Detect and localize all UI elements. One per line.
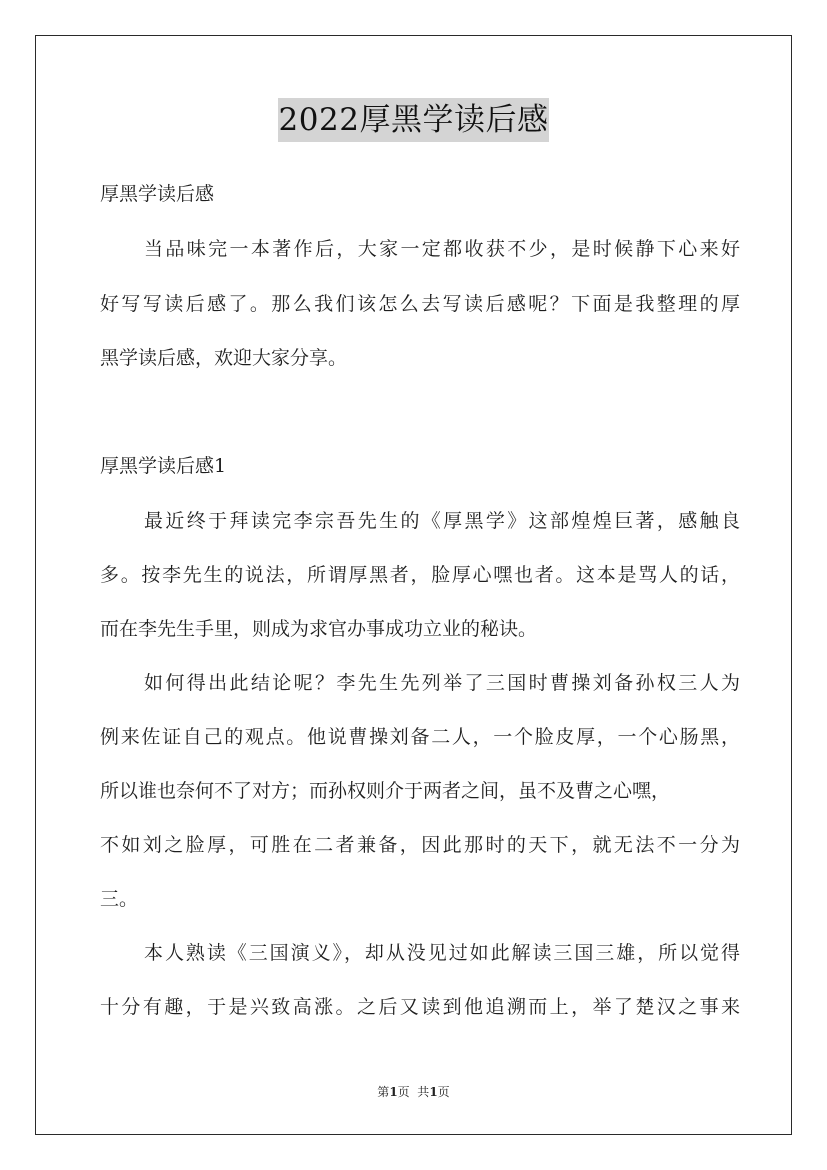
title-container <box>0 98 827 142</box>
footer-current-page: 1 <box>389 1085 398 1099</box>
subtitle: 厚黑学读后感 <box>100 183 215 205</box>
paragraph-line: 例来佐证自己的观点。他说曹操刘备二人，一个脸皮厚，一个心肠黑， <box>100 726 740 748</box>
page-footer <box>0 1083 827 1101</box>
paragraph-line: 三。 <box>100 888 139 910</box>
document-title: 2022厚黑学读后感 <box>278 98 550 142</box>
intro-line: 当品味完一本著作后，大家一定都收获不少，是时候静下心来好 <box>144 238 740 260</box>
intro-line: 黑学读后感，欢迎大家分享。 <box>100 347 348 369</box>
paragraph-line: 本人熟读《三国演义》，却从没见过如此解读三国三雄，所以觉得 <box>144 942 740 964</box>
intro-line: 好写写读后感了。那么我们该怎么去写读后感呢？下面是我整理的厚 <box>100 293 740 315</box>
footer-suffix: 页 <box>437 1085 450 1099</box>
footer-total-pages: 1 <box>429 1085 438 1099</box>
paragraph-line: 不如刘之脸厚，可胜在二者兼备，因此那时的天下，就无法不一分为 <box>100 834 740 856</box>
paragraph-line: 如何得出此结论呢？李先生先列举了三国时曹操刘备孙权三人为 <box>144 672 740 694</box>
paragraph-line: 十分有趣，于是兴致高涨。之后又读到他追溯而上，举了楚汉之事来 <box>100 996 740 1018</box>
footer-mid: 页 共 <box>397 1085 430 1099</box>
paragraph-line: 最近终于拜读完李宗吾先生的《厚黑学》这部煌煌巨著，感触良 <box>144 510 740 532</box>
paragraph-line: 多。按李先生的说法，所谓厚黑者，脸厚心嘿也者。这本是骂人的话， <box>100 564 740 586</box>
paragraph-line: 而在李先生手里，则成为求官办事成功立业的秘诀。 <box>100 618 538 640</box>
paragraph-line: 所以谁也奈何不了对方；而孙权则介于两者之间，虽不及曹之心嘿， <box>100 780 671 802</box>
footer-prefix: 第 <box>377 1085 390 1099</box>
section-heading: 厚黑学读后感1 <box>100 455 227 477</box>
